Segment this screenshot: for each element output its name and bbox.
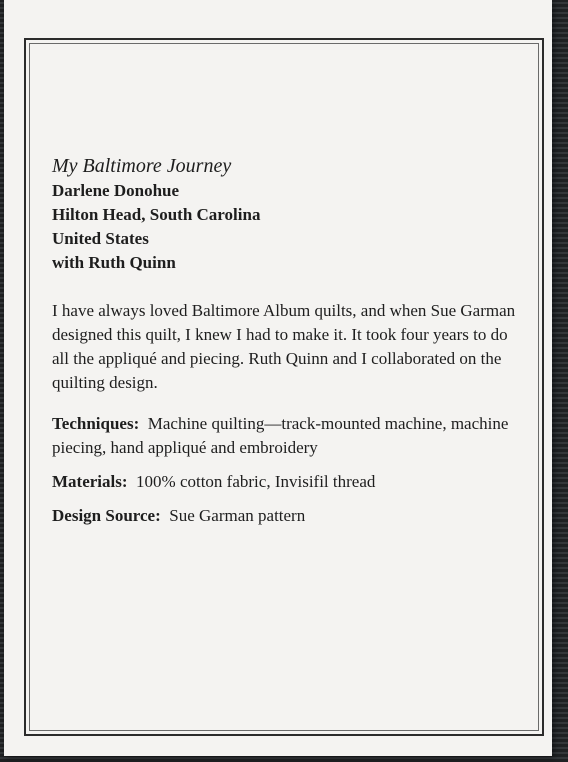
techniques-field	[52, 412, 530, 460]
techniques-label: Techniques:	[52, 414, 144, 433]
materials-field	[52, 470, 530, 494]
label-content	[52, 153, 532, 528]
quilt-title: My Baltimore Journey	[52, 155, 232, 177]
collaborator-line: with Ruth Quinn	[52, 253, 176, 272]
materials-label: Materials:	[52, 472, 132, 491]
materials-value: 100% cotton fabric, Invisifil thread	[136, 472, 376, 491]
artist-statement: I have always loved Baltimore Album quilts, and when Sue Garman designed this quilt, I knew I had to make it. It took four years to do all the appliqué and piecing. Ruth Quinn and I collaborated on the quilting design.	[52, 301, 516, 392]
design-source-value: Sue Garman pattern	[169, 506, 306, 525]
techniques-value: Machine quilting—track-mounted machine, machine piecing, hand appliqué and embroidery	[52, 414, 509, 457]
maker-name: Darlene Donohue	[52, 181, 180, 200]
maker-country: United States	[52, 229, 149, 248]
design-source-field	[52, 504, 530, 528]
maker-location: Hilton Head, South Carolina	[52, 205, 261, 224]
design-source-label: Design Source:	[52, 506, 166, 525]
quilt-label-card	[4, 0, 552, 756]
